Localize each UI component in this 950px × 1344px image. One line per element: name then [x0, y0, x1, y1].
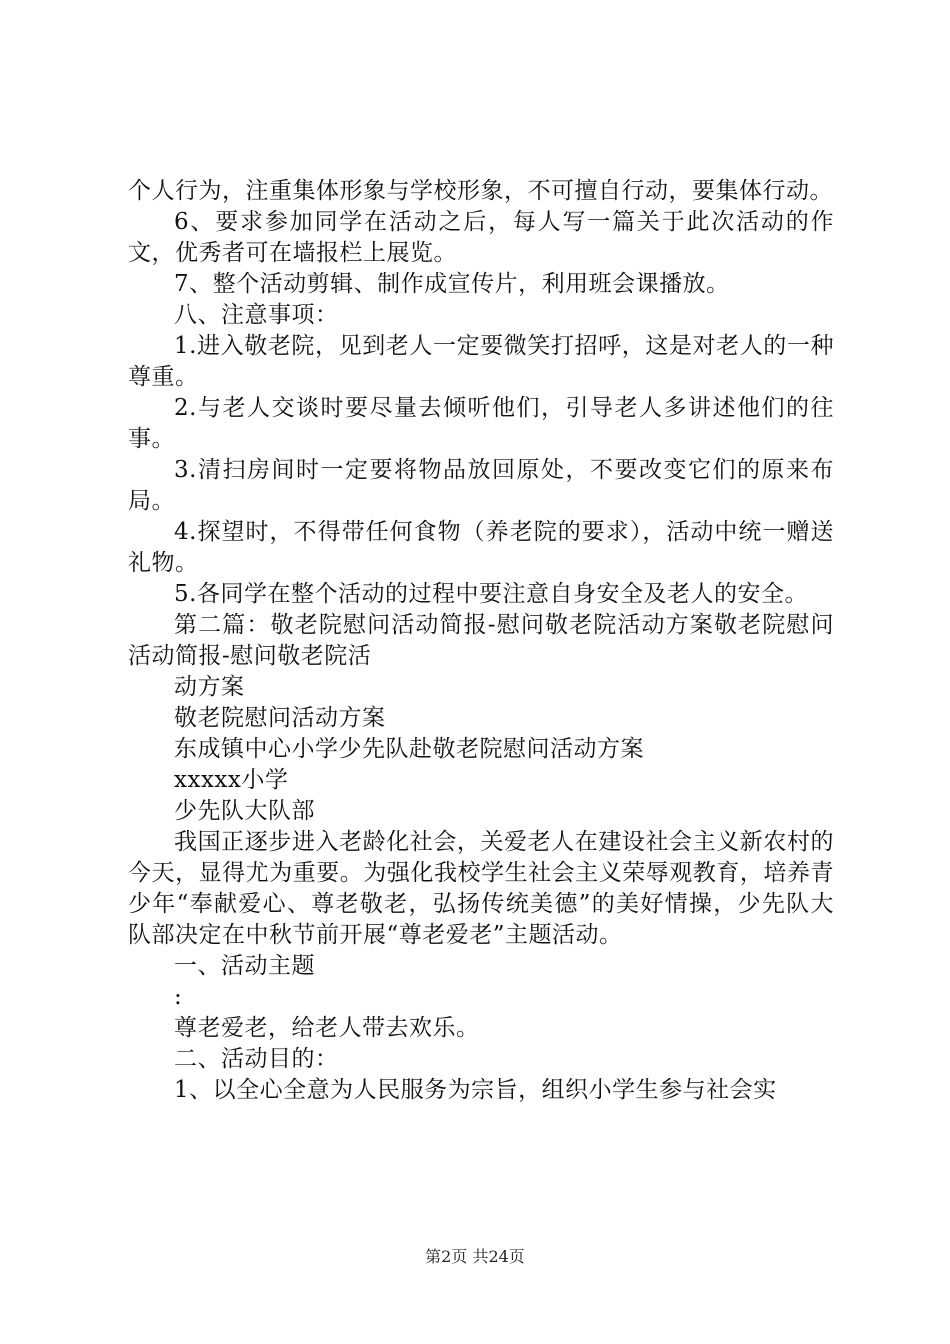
paragraph: 3.清扫房间时一定要将物品放回原处，不要改变它们的原来布局。 — [128, 457, 834, 514]
paragraph: 1.进入敬老院，见到老人一定要微笑打招呼，这是对老人的一种尊重。 — [128, 333, 834, 390]
paragraph: 5.各同学在整个活动的过程中要注意自身安全及老人的安全。 — [174, 581, 808, 607]
paragraph: 一、活动主题 — [174, 953, 315, 979]
paragraph: 尊老爱老，给老人带去欢乐。 — [174, 1015, 480, 1041]
paragraph: : — [174, 984, 183, 1010]
paragraph: 我国正逐步进入老龄化社会，关爱老人在建设社会主义新农村的今天，显得尤为重要。为强化我校学生社会主义荣辱观教育，培养青少年“奉献爱心、尊老敬老，弘扬传统美德”的美好情操，少先队大队部决定在中秋节前开展“尊老爱老”主题活动。 — [128, 829, 834, 948]
paragraph: 八、注意事项： — [174, 302, 339, 328]
paragraph: 少先队大队部 — [174, 798, 315, 824]
paragraph: 1、以全心全意为人民服务为宗旨，组织小学生参与社会实 — [174, 1077, 777, 1103]
paragraph: 6、要求参加同学在活动之后，每人写一篇关于此次活动的作文，优秀者可在墙报栏上展览。 — [128, 209, 834, 266]
page-footer: 第2页 共24页 — [425, 1247, 525, 1266]
paragraph: 敬老院慰问活动方案 — [174, 705, 386, 731]
paragraph: 第二篇：敬老院慰问活动简报-慰问敬老院活动方案敬老院慰问活动简报-慰问敬老院活 — [128, 612, 834, 669]
paragraph: 动方案 — [174, 674, 245, 700]
paragraph: 7、整个活动剪辑、制作成宣传片，利用班会课播放。 — [174, 271, 730, 297]
paragraph: 二、活动目的： — [174, 1046, 339, 1072]
paragraph: 4.探望时，不得带任何食物（养老院的要求），活动中统一赠送礼物。 — [128, 519, 834, 576]
paragraph: xxxxx小学 — [174, 767, 289, 793]
paragraph: 东成镇中心小学少先队赴敬老院慰问活动方案 — [174, 736, 644, 762]
paragraph: 个人行为，注重集体形象与学校形象，不可擅自行动，要集体行动。 — [128, 178, 833, 204]
paragraph: 2.与老人交谈时要尽量去倾听他们，引导老人多讲述他们的往事。 — [128, 395, 834, 452]
document-body — [128, 176, 834, 1106]
